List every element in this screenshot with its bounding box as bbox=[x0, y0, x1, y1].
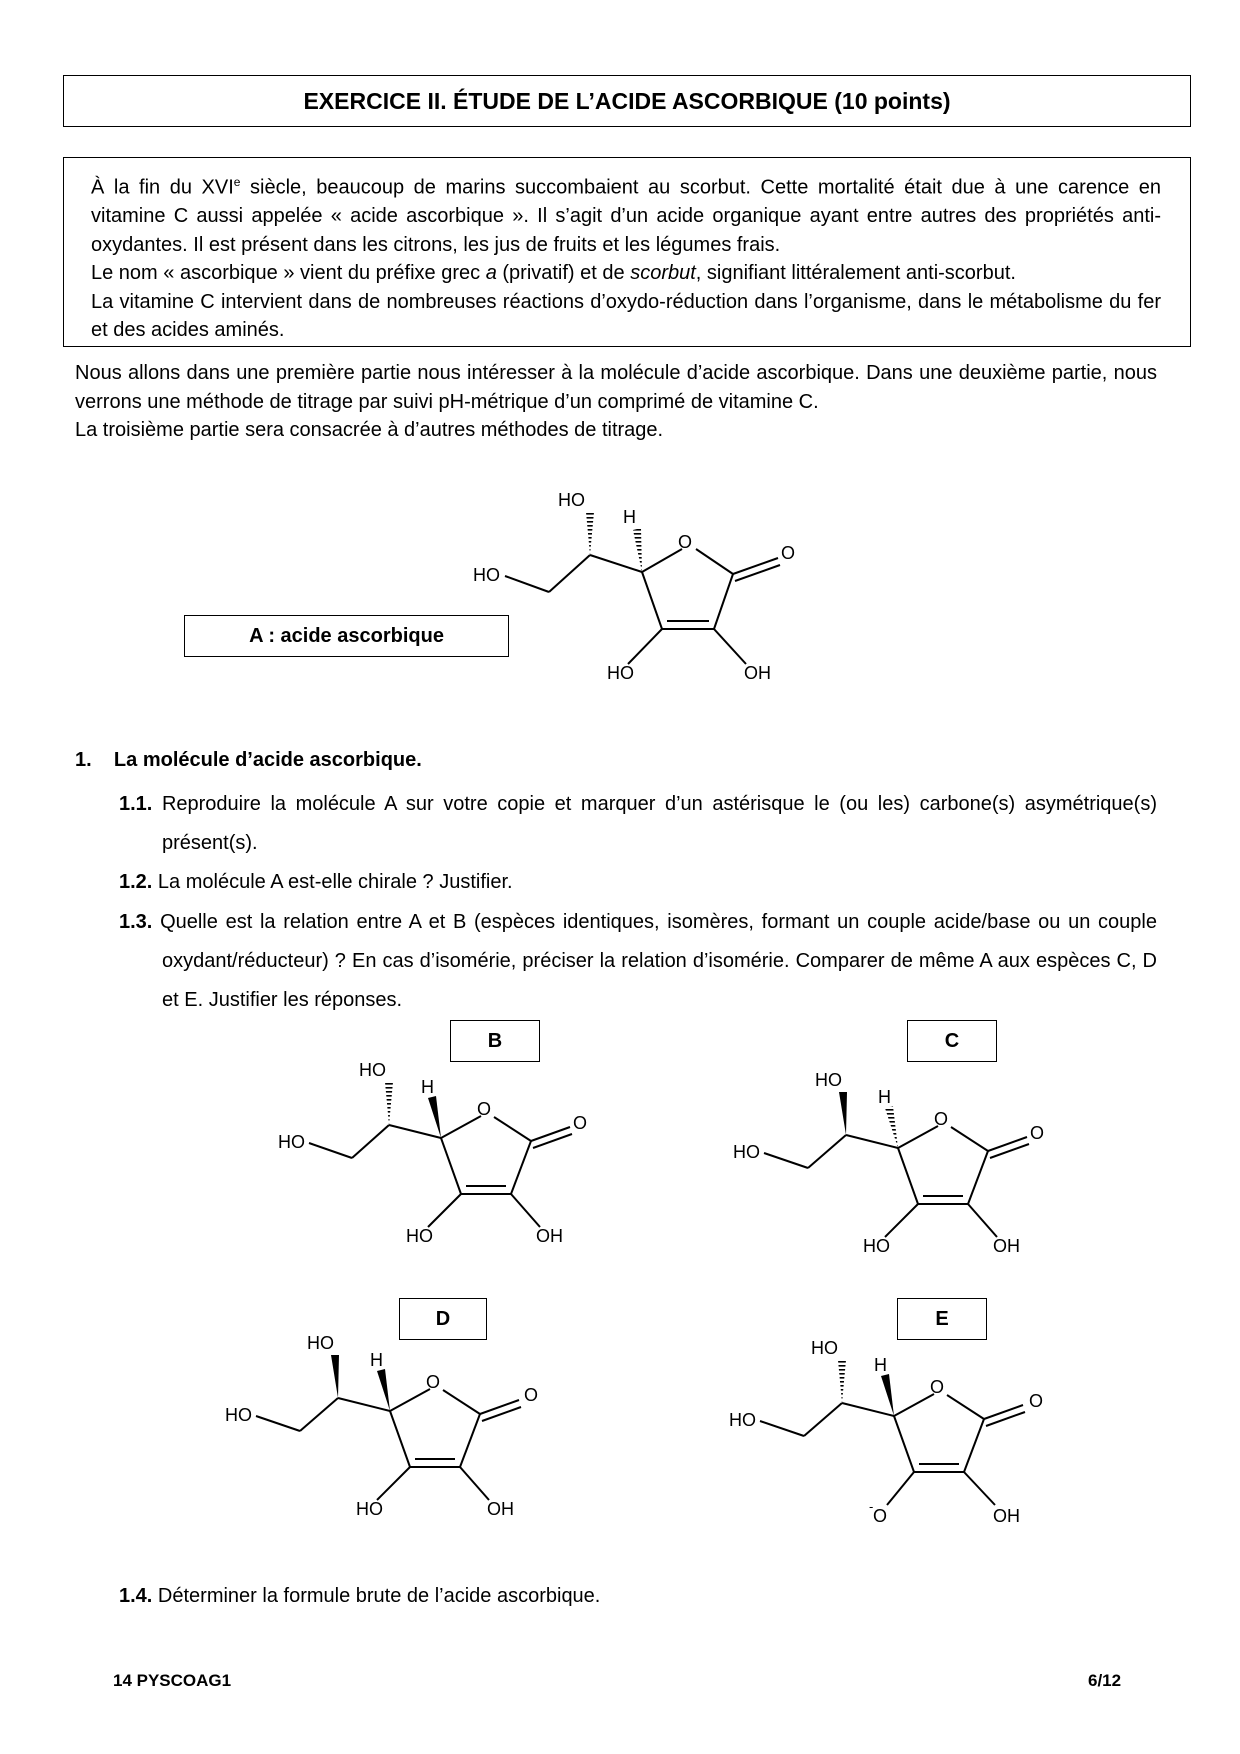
atom-label: O bbox=[781, 543, 796, 563]
molecule-e-structure bbox=[729, 1333, 1059, 1533]
page-number: 6/12 bbox=[1088, 1671, 1122, 1690]
atom-label: HO bbox=[356, 1499, 383, 1519]
molecule-d-label: D bbox=[399, 1298, 487, 1340]
solid-wedge bbox=[428, 1096, 441, 1138]
exercise-title: EXERCICE II. ÉTUDE DE L’ACIDE ASCORBIQUE (10 points) bbox=[63, 75, 1191, 127]
solid-wedge bbox=[839, 1092, 847, 1135]
atom-label: HO bbox=[278, 1132, 305, 1152]
atom-label: OH bbox=[993, 1236, 1020, 1256]
question-1-4: 1.4. Déterminer la formule brute de l’acide ascorbique. bbox=[119, 1585, 601, 1607]
atom-label: HO bbox=[473, 565, 500, 585]
intro-paragraph-2: Le nom « ascorbique » vient du préfixe grec a (privatif) et de scorbut, signifiant littéralement anti-scorbut. bbox=[91, 262, 1016, 285]
atom-label: O bbox=[426, 1372, 441, 1392]
atom-label: H bbox=[878, 1087, 891, 1107]
atom-label: H bbox=[874, 1355, 887, 1375]
atom-label: HO bbox=[607, 663, 634, 683]
molecule-a-label: A : acide ascorbique bbox=[184, 615, 509, 657]
atom-label: OH bbox=[744, 663, 771, 683]
intro-text bbox=[75, 359, 1157, 445]
question-1-2: 1.2. La molécule A est-elle chirale ? Justifier. bbox=[119, 871, 513, 893]
molecule-d-structure bbox=[225, 1328, 555, 1528]
section-1-heading: 1. La molécule d’acide ascorbique. bbox=[75, 749, 422, 771]
atom-label: HO bbox=[359, 1060, 386, 1080]
molecule-b-label: B bbox=[450, 1020, 540, 1062]
atom-label: HO bbox=[307, 1333, 334, 1353]
atom-label: O bbox=[573, 1113, 588, 1133]
atom-label: HO bbox=[406, 1226, 433, 1246]
atom-label: O bbox=[524, 1385, 539, 1405]
intro-text-part12: Nous allons dans une première partie nous intéresser à la molécule d’acide ascorbique. Dans une deuxième partie, nous verrons une méthode de titrage par suivi pH-métrique d’un comprimé de vitamine C. bbox=[75, 362, 1157, 413]
hashed-wedge bbox=[838, 1360, 846, 1403]
intro-paragraph-1: À la fin du XVIe siècle, beaucoup de marins succombaient au scorbut. Cette mortalité était due à une carence en vitamine C aussi appelée « acide ascorbique ». Il s’agit d’un acide organique ayant entre autres des propriétés anti-oxydantes. Il est présent dans les citrons, les jus de fruits et les légumes frais. bbox=[91, 175, 1162, 256]
atom-label: OH bbox=[536, 1226, 563, 1246]
question-1-3: 1.3. Quelle est la relation entre A et B (espèces identiques, isomères, formant un couple acide/base ou un couple oxydant/réducteur) ? En cas d’isomérie, préciser la relation d’isomérie. Comparer de même A aux espèces C, D et E. Justifier les réponses. bbox=[119, 911, 1157, 1011]
atom-label: HO bbox=[863, 1236, 890, 1256]
molecule-c-structure bbox=[733, 1065, 1063, 1265]
bond-lines bbox=[505, 549, 780, 664]
molecule-b-structure bbox=[278, 1055, 608, 1255]
atom-label: HO bbox=[225, 1405, 252, 1425]
atom-label: O bbox=[1029, 1391, 1044, 1411]
atom-label: HO bbox=[815, 1070, 842, 1090]
hashed-wedge bbox=[586, 512, 594, 555]
atom-label: O bbox=[930, 1377, 945, 1397]
atom-label: OH bbox=[487, 1499, 514, 1519]
footer-code: 14 PYSCOAG1 bbox=[113, 1671, 232, 1690]
solid-wedge bbox=[881, 1374, 894, 1416]
charge-sign: - bbox=[869, 1499, 874, 1514]
atom-label: O bbox=[873, 1506, 888, 1526]
atom-label: H bbox=[623, 507, 636, 527]
hashed-wedge bbox=[885, 1106, 898, 1148]
solid-wedge bbox=[377, 1369, 390, 1411]
intro-paragraph-3: La vitamine C intervient dans de nombreuses réactions d’oxydo-réduction dans l’organisme, dans le métabolisme du fer et des acides aminés. bbox=[91, 290, 1161, 342]
atom-label: HO bbox=[733, 1142, 760, 1162]
intro-text-part3: La troisième partie sera consacrée à d’autres méthodes de titrage. bbox=[75, 419, 664, 441]
intro-box bbox=[63, 157, 1191, 347]
atom-label: O bbox=[678, 532, 693, 552]
hashed-wedge bbox=[633, 528, 642, 572]
solid-wedge bbox=[331, 1355, 339, 1398]
atom-label: O bbox=[1030, 1123, 1045, 1143]
molecule-e-label: E bbox=[897, 1298, 987, 1340]
atom-label: HO bbox=[811, 1338, 838, 1358]
hashed-wedge bbox=[385, 1082, 393, 1125]
molecule-a-structure bbox=[470, 485, 810, 685]
atom-label: O bbox=[477, 1099, 492, 1119]
atom-label: H bbox=[370, 1350, 383, 1370]
atom-label: O bbox=[934, 1109, 949, 1129]
atom-label: HO bbox=[558, 490, 585, 510]
atom-label: H bbox=[421, 1077, 434, 1097]
atom-label: HO bbox=[729, 1410, 756, 1430]
question-1-1: 1.1. Reproduire la molécule A sur votre copie et marquer d’un astérisque le (ou les) carbone(s) asymétrique(s) présent(s). bbox=[119, 793, 1157, 854]
molecule-c-label: C bbox=[907, 1020, 997, 1062]
atom-label: OH bbox=[993, 1506, 1020, 1526]
